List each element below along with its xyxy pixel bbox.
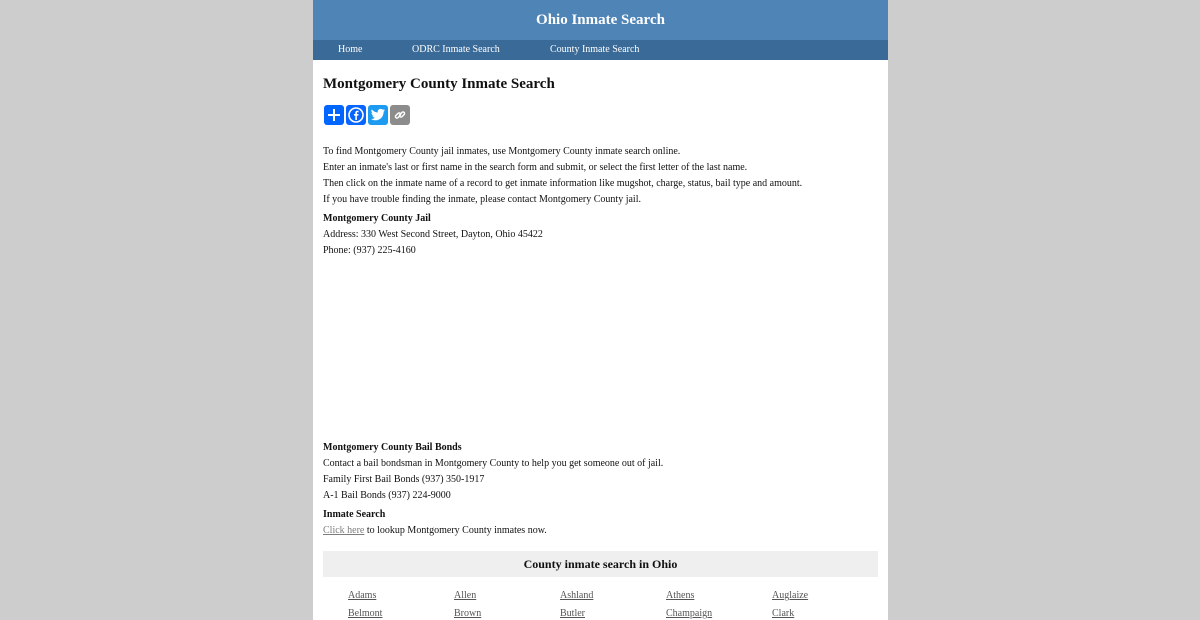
share-buttons	[324, 105, 410, 125]
nav-odrc-search[interactable]: ODRC Inmate Search	[412, 44, 500, 55]
twitter-icon[interactable]	[368, 105, 388, 125]
county-link-belmont[interactable]: Belmont	[348, 608, 383, 619]
page-container	[313, 0, 888, 620]
jail-address: Address: 330 West Second Street, Dayton, Ohio 45422	[323, 229, 543, 240]
intro-line-3: Then click on the inmate name of a record to get inmate information like mugshot, charge, status, bail type and amount.	[323, 178, 803, 189]
county-list	[348, 588, 878, 620]
intro-text	[323, 144, 802, 208]
county-link-ashland[interactable]: Ashland	[560, 590, 594, 601]
site-title[interactable]: Ohio Inmate Search	[536, 12, 665, 28]
nav-county-search[interactable]: County Inmate Search	[550, 44, 640, 55]
bail-line-3: A-1 Bail Bonds (937) 224-9000	[323, 490, 451, 501]
county-link-brown[interactable]: Brown	[454, 608, 482, 619]
county-link-champaign[interactable]: Champaign	[666, 608, 713, 619]
copy-link-icon[interactable]	[390, 105, 410, 125]
page-title: Montgomery County Inmate Search	[323, 76, 555, 92]
county-link-auglaize[interactable]: Auglaize	[772, 590, 809, 601]
county-link-athens[interactable]: Athens	[666, 590, 695, 601]
site-header	[313, 0, 888, 40]
inmate-search-suffix: to lookup Montgomery County inmates now.	[364, 525, 547, 536]
inmate-search-title: Inmate Search	[323, 509, 386, 520]
jail-title: Montgomery County Jail	[323, 213, 431, 224]
jail-phone: Phone: (937) 225-4160	[323, 245, 416, 256]
facebook-icon[interactable]	[346, 105, 366, 125]
county-section-title: County inmate search in Ohio	[323, 551, 878, 577]
intro-line-1: To find Montgomery County jail inmates, use Montgomery County inmate search online.	[323, 146, 681, 157]
county-link-clark[interactable]: Clark	[772, 608, 795, 619]
county-link-adams[interactable]: Adams	[348, 590, 377, 601]
nav-home[interactable]: Home	[338, 44, 363, 55]
inmate-search-block	[323, 507, 547, 539]
plus-icon[interactable]	[324, 105, 344, 125]
bail-line-1: Contact a bail bondsman in Montgomery County to help you get someone out of jail.	[323, 458, 664, 469]
top-nav	[313, 40, 888, 60]
bail-info	[323, 440, 663, 504]
bail-line-2: Family First Bail Bonds (937) 350-1917	[323, 474, 485, 485]
intro-line-4: If you have trouble finding the inmate, please contact Montgomery County jail.	[323, 194, 641, 205]
bail-title: Montgomery County Bail Bonds	[323, 442, 462, 453]
jail-info	[323, 211, 543, 259]
intro-line-2: Enter an inmate's last or first name in the search form and submit, or select the first letter of the last name.	[323, 162, 748, 173]
click-here-link[interactable]: Click here	[323, 525, 365, 536]
inmate-search-line	[323, 523, 547, 539]
county-link-butler[interactable]: Butler	[560, 608, 585, 619]
county-link-allen[interactable]: Allen	[454, 590, 477, 601]
